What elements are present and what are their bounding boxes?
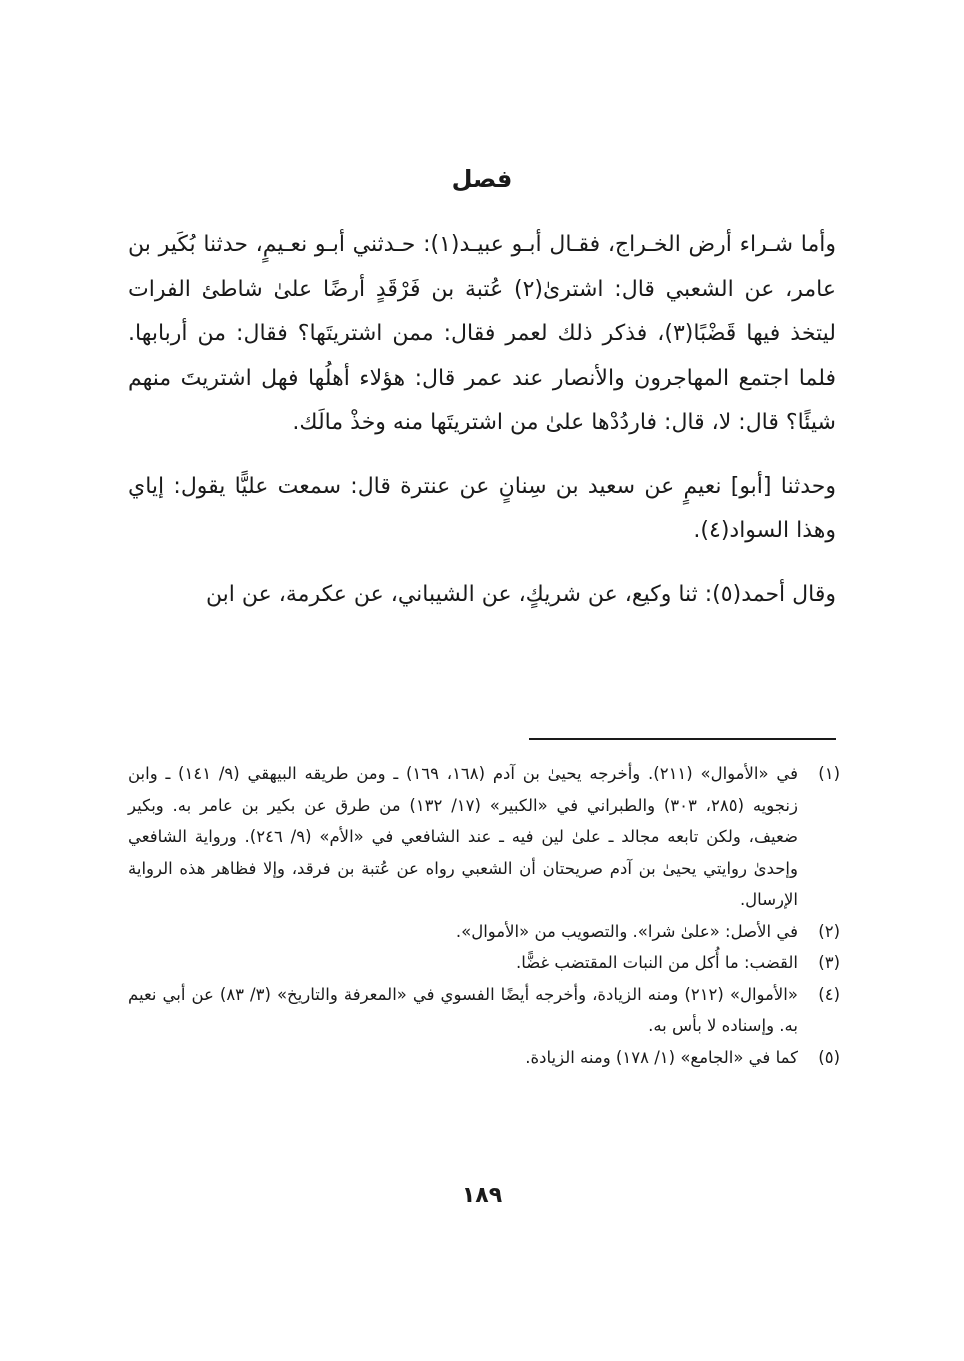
page-number: ١٨٩ (461, 1183, 503, 1208)
footnote-number: (٢) (818, 921, 840, 941)
footnotes (128, 758, 840, 1073)
footnote-1 (128, 758, 840, 916)
footnote-text: كما في «الجامع» (١/ ١٧٨) ومنه الزيادة. (525, 1047, 798, 1067)
footnote-number: (١) (818, 764, 840, 783)
footnote-divider (529, 738, 836, 740)
main-text (128, 223, 836, 617)
footnote-2 (128, 916, 840, 948)
section-heading: فصل (451, 165, 513, 193)
footnote-number: (٥) (818, 1047, 840, 1067)
footnote-text: «الأموال» (٢١٢) ومنه الزيادة، وأخرجه أيضًا الفسوي في «المعرفة والتاريخ» (٣/ ٨٣) عن أبي نعيم به. وإسناده لا بأس به. (128, 984, 798, 1035)
footnote-text: القضب: ما أُكل من النبات المقتضب غضًّا. (515, 953, 798, 972)
paragraph-2: وحدثنا [أبو] نعيمٍ عن سعيد بن سِنانٍ عن عنترة قال: سمعت عليًّا يقول: إياي وهذا السواد(٤). (128, 473, 836, 543)
paragraph-1: وأما شـراء أرض الخـراج، فقـال أبـو عبيـد(١): حـدثني أبـو نعـيمٍ، حدثنا بُكَير بن عامر، عن الشعبي قال: اشترىٰ(٢) عُتبة بن فَرْقَدٍ أرضًا علىٰ شاطئ الفرات ليتخذ فيها قَضْبًا(٣)، فذكر ذلك لعمر فقال: ممن اشتريتَها؟ فقال: من أربابها. فلما اجتمع المهاجرون والأنصار عند عمر قال: هؤلاء أهلُها فهل اشتريتَ منهم شيئًا؟ قال: لا، قال: فاردُدْها علىٰ من اشتريتَها منه وخذْ مالَك. (128, 232, 837, 435)
paragraph-3: وقال أحمد(٥): ثنا وكيع، عن شريكٍ، عن الشيباني، عن عكرمة، عن ابن (205, 581, 836, 607)
footnote-4 (128, 979, 840, 1042)
footnote-3 (128, 947, 840, 979)
footnote-text: في «الأموال» (٢١١). وأخرجه يحيىٰ بن آدم (١٦٨، ١٦٩) ـ ومن طريقه البيهقي (٩/ ١٤١) ـ وابن زنجويه (٢٨٥، ٣٠٣) والطبراني في «الكبير» (١٧/ ١٣٢) من طرق عن بكير بن عامر به. وبكير ضعيف، ولكن تابعه مجالد ـ علىٰ لين فيه ـ عند الشافعي في «الأم» (٩/ ٢٤٦). ورواية الشافعي وإحدىٰ روايتي يحيىٰ بن آدم صريحتان أن الشعبي رواه عن عُتبة بن فرقد، وإلا فظاهر هذه الرواية الإرسال. (128, 764, 799, 909)
footnote-text: في الأصل: «علىٰ شرا». والتصويب من «الأموال». (455, 921, 798, 941)
footnote-number: (٣) (818, 953, 840, 972)
footnote-5 (128, 1042, 840, 1074)
footnote-number: (٤) (818, 984, 840, 1004)
